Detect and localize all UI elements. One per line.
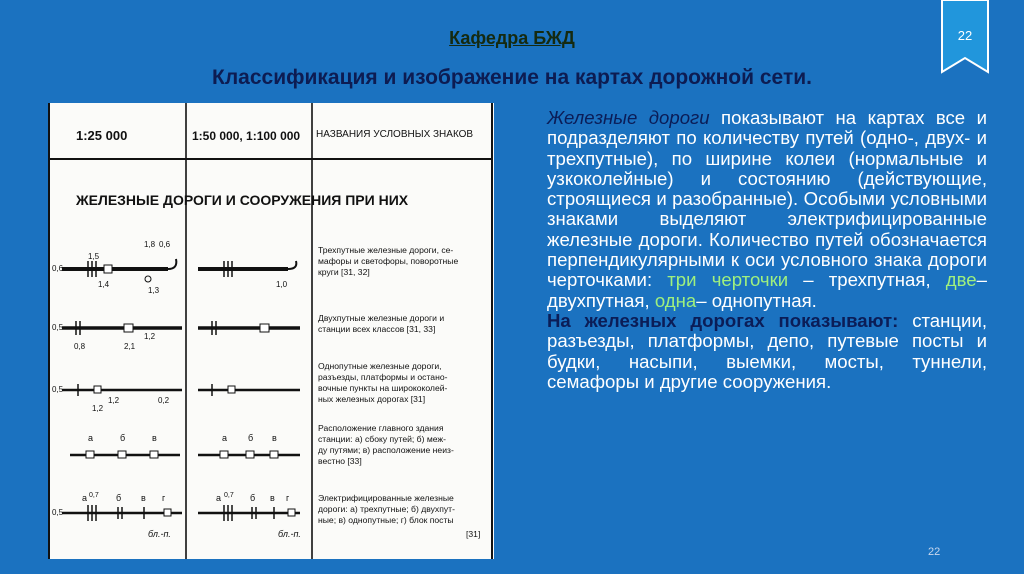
dim-label: 0,6 [52, 264, 64, 273]
header-scale-1: 1:25 000 [76, 128, 128, 143]
description-text [505, 108, 987, 392]
highlight-two: две [945, 269, 977, 291]
variant-label: б [120, 433, 126, 443]
svg-text:Трехпутные железные дороги, се: Трехпутные железные дороги, се- [318, 245, 454, 255]
symbol-electrified [62, 505, 300, 521]
variant-label: г [286, 493, 290, 503]
svg-text:мафоры и светофоры, поворотные: мафоры и светофоры, поворотные [318, 256, 459, 266]
svg-text:круги [31, 32]: круги [31, 32] [318, 267, 370, 277]
variant-label: в [152, 433, 157, 443]
dim-label: 1,0 [276, 280, 288, 289]
svg-text:Однопутные железные дороги,: Однопутные железные дороги, [318, 361, 442, 371]
svg-text:вестно [33]: вестно [33] [318, 456, 362, 466]
variant-label: б [248, 433, 254, 443]
svg-text:Электрифицированные железные: Электрифицированные железные [318, 493, 454, 503]
text-run: показывают на картах все и подразделяют по количеству путей (одно-, двух- и трехпутные), по ширине колеи (нормальные и узкоколейные) и состоянию (действующие, строящиеся и разобранные). Особыми условными знаками выделяют электрифицированные железные дороги. Количество путей обозначается перпендикулярными к оси условного знака дороги черточками: [547, 107, 987, 291]
department-title: Кафедра БЖД [449, 28, 575, 48]
slide-title: Классификация и изображение на картах дорожной сети. [212, 66, 812, 89]
slide-number-badge [940, 0, 990, 74]
term-railways: Железные дороги [547, 107, 710, 128]
dim-label: 0,5 [52, 323, 64, 332]
row-description-1 [318, 245, 458, 277]
variant-label: а [88, 433, 94, 443]
page-number: 22 [928, 546, 941, 558]
paragraph-railways [505, 108, 987, 311]
legend-table-scan [48, 103, 494, 559]
dim-label: 1,2 [108, 396, 120, 405]
section-title: ЖЕЛЕЗНЫЕ ДОРОГИ И СООРУЖЕНИЯ ПРИ НИХ [76, 192, 409, 208]
block-post-label: бл.-п. [148, 529, 171, 539]
structures-heading: На железных дорогах показывают: [547, 309, 899, 331]
svg-text:дороги: а) трехпутные; б) двух: дороги: а) трехпутные; б) двухпут- [318, 504, 455, 514]
dim-label: 1,2 [92, 404, 104, 413]
svg-text:вочные пункты на ширококолей-: вочные пункты на ширококолей- [318, 383, 448, 393]
row-description-2 [318, 313, 444, 334]
dim-label: 1,4 [98, 280, 110, 289]
svg-text:Расположение главного здания: Расположение главного здания [318, 423, 444, 433]
dim-label: 0,6 [159, 240, 171, 249]
svg-text:станции всех классов [31, 33]: станции всех классов [31, 33] [318, 324, 436, 334]
svg-text:станции: а) сбоку путей; б) ме: станции: а) сбоку путей; б) меж- [318, 434, 447, 444]
variant-label: а [222, 433, 228, 443]
svg-text:[31]: [31] [466, 529, 481, 539]
text-run: – однопутная. [696, 289, 817, 311]
svg-text:ных железных дорогах [31]: ных железных дорогах [31] [318, 394, 426, 404]
dim-label: 2,1 [124, 342, 136, 351]
header-names: НАЗВАНИЯ УСЛОВНЫХ ЗНАКОВ [316, 129, 474, 140]
highlight-one: одна [654, 289, 697, 311]
row-description-5 [318, 493, 480, 539]
symbol-two-track [62, 321, 300, 335]
dim-label: 1,8 [144, 240, 156, 249]
variant-label: в [270, 493, 275, 503]
variant-label: в [141, 493, 146, 503]
text-run: – трехпутная, [788, 269, 946, 291]
dim-label: 1,3 [148, 286, 160, 295]
row-description-3 [318, 361, 448, 404]
dim-label: 1,2 [144, 332, 156, 341]
variant-label: б [250, 493, 256, 503]
block-post-label: бл.-п. [278, 529, 301, 539]
svg-text:ду путями; в) расположение неи: ду путями; в) расположение неиз- [318, 445, 454, 455]
dim-label: 0,7 [224, 492, 234, 499]
symbol-three-track [62, 259, 296, 282]
variant-label: а [82, 493, 88, 503]
row-description-4 [318, 423, 454, 466]
variant-label: б [116, 493, 122, 503]
variant-label: а [216, 493, 222, 503]
symbol-station-building [70, 451, 300, 458]
symbol-single-track [62, 384, 300, 396]
svg-text:разъезды, платформы и остано-: разъезды, платформы и остано- [318, 372, 448, 382]
header-scale-2: 1:50 000, 1:100 000 [192, 129, 301, 143]
dim-label: 0,5 [52, 385, 64, 394]
text-run: – двухпутная, [547, 269, 987, 311]
dim-label: 0,2 [158, 396, 170, 405]
variant-label: в [272, 433, 277, 443]
highlight-three-dashes: три черточки [667, 269, 789, 291]
text-run: станции, разъезды, платформы, депо, путевые посты и будки, насыпи, выемки, мосты, туннели, семафоры и другие сооружения. [547, 309, 987, 392]
variant-label: г [162, 493, 166, 503]
dim-label: 1,5 [88, 252, 100, 261]
slide-number: 22 [957, 28, 973, 43]
paragraph-structures [505, 311, 987, 392]
dim-label: 0,5 [52, 508, 64, 517]
dim-label: 0,8 [74, 342, 86, 351]
dim-label: 0,7 [89, 492, 99, 499]
svg-text:ные; в) однопутные; г) блок по: ные; в) однопутные; г) блок посты [318, 515, 454, 525]
svg-text:Двухпутные железные дороги и: Двухпутные железные дороги и [318, 313, 445, 323]
